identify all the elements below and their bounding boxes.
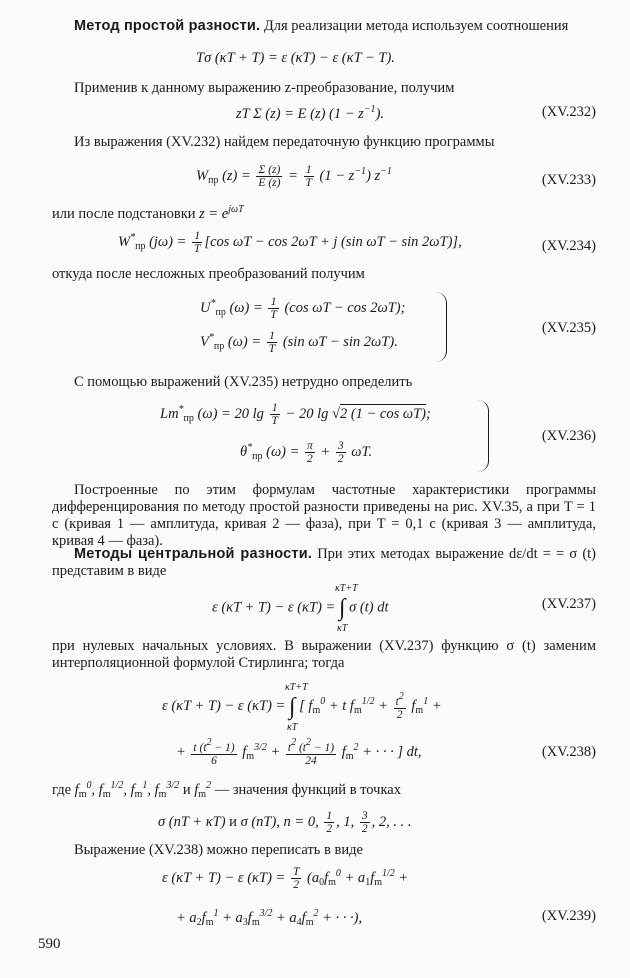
equation-line-Lm: $Lm^*_{пр}$ (ω) = 20 lg $\frac{1}{T}$ − 20 lg √2 (1 − cos ωT); bbox=[160, 402, 431, 428]
equation-number: (XV.235) bbox=[541, 320, 596, 336]
equation-XV-239 bbox=[0, 864, 630, 930]
paragraph-frequency-characteristics: Построенные по этим формулам частотные характеристики программы дифференцирования по методу простой разности приведены на рис. XV.35, а при T = 1 с (кривая 1 — амплитуда, кривая 2 — фаза), при T = 0,1 с (кривая 3 — амплитуда, кривая 4 — фаза). bbox=[52, 482, 596, 550]
paragraph-substitution bbox=[52, 204, 596, 223]
page-number: 590 bbox=[38, 936, 61, 952]
equation-line-V: $V^*_{пр}$ (ω) = $\frac{1}{T}$ (sin ωT − sin 2ωT). bbox=[200, 330, 398, 356]
paragraph-rewrite: Выражение (XV.238) можно переписать в виде bbox=[74, 842, 363, 858]
equation-number: (XV.234) bbox=[541, 238, 596, 254]
paragraph-transformations: откуда после несложных преобразований получим bbox=[52, 266, 365, 282]
equation-XV-236 bbox=[0, 398, 630, 474]
paragraph-determine: С помощью выражений (XV.235) нетрудно определить bbox=[74, 374, 413, 390]
equation-XV-233 bbox=[0, 160, 630, 198]
right-brace bbox=[478, 400, 489, 472]
paragraph-transfer-function: Из выражения (XV.232) найдем передаточную функцию программы bbox=[74, 134, 495, 150]
equation-line-2: + $a_2f_m^1 + a_3f_m^{3/2} + a_4f_m^2$ + · · ·), bbox=[176, 908, 363, 928]
equation-body: ε (κT + T) − ε (κT) = ∫ κT+T κT σ (t) dt bbox=[212, 583, 389, 634]
equation-XV-234 bbox=[0, 228, 630, 262]
right-brace bbox=[436, 292, 447, 362]
equation-line-U: $U^*_{пр}$ (ω) = $\frac{1}{T}$ (cos ωT − cos 2ωT); bbox=[200, 296, 406, 322]
equation-line-1: ε (κT + T) − ε (κT) = $\frac{T}{2}$ ($a_0f_m^0 + a_1f_m^{1/2}$ + bbox=[162, 866, 409, 892]
equation-XV-235 bbox=[0, 292, 630, 364]
inline-formula: $z = e^{j\omega T}$ bbox=[199, 204, 244, 222]
heading-central-difference: Методы центральной разности. bbox=[74, 546, 313, 562]
equation-text: Tσ (κT + T) = ε (κT) − ε (κT − T). bbox=[196, 50, 395, 66]
where-word: где bbox=[52, 782, 75, 798]
paragraph-central-difference bbox=[52, 546, 596, 580]
heading-simple-difference: Метод простой разности. bbox=[74, 18, 261, 34]
equation-line-theta: $\theta^*_{пр}$ (ω) = $\frac{\pi}{2}$ + $\frac{3}{2}$ ωT. bbox=[240, 440, 373, 466]
equation-number: (XV.237) bbox=[541, 596, 596, 612]
equation-number: (XV.239) bbox=[541, 908, 596, 924]
paragraph-text: — значения функций в точках bbox=[214, 782, 401, 798]
paragraph-simple-difference bbox=[52, 18, 596, 35]
equation-body: $W^*_{пр}$ (jω) = $\frac{1}{T}$ [cos ωT − cos 2ωT + j (sin ωT − sin 2ωT)], bbox=[118, 230, 462, 256]
inline-formula: $f_m^0$, $f_m^{1/2}$, $f_m^1$, $f_m^{3/2}$ и $f_m^2$ bbox=[74, 780, 212, 800]
equation-body: $W_{пр}$ (z) = $\frac{\Sigma (z)}{E (z)}$ = $\frac{1}{T}$ $(1 - z^{-1})$ $z^{-1}$ bbox=[196, 164, 392, 190]
paragraph-text: Для реализации метода используем соотношения bbox=[263, 18, 569, 34]
paragraph-function-values bbox=[52, 780, 596, 801]
paragraph-stirling: при нулевых начальных условиях. В выражении (XV.237) функцию σ (t) заменим интерполяционной формулой Стирлинга; тогда bbox=[52, 638, 596, 672]
equation-number: (XV.232) bbox=[541, 104, 596, 120]
equation-XV-238 bbox=[0, 674, 630, 782]
equation-XV-232 bbox=[0, 104, 630, 130]
paragraph-text: или после подстановки bbox=[52, 206, 196, 222]
equation-number: (XV.236) bbox=[541, 428, 596, 444]
equation-XV-237 bbox=[0, 578, 630, 634]
paragraph-text: При этих методах выражение dε/dt = = σ (t) представим в виде bbox=[52, 546, 597, 580]
equation-number: (XV.238) bbox=[541, 744, 596, 760]
equation-line-1: ε (κT + T) − ε (κT) = ∫ κT+T κT [ $f_m^0 + t$ $f_m^{1/2}$ + $\frac{t2}{2}$ $f_m^1$ + bbox=[162, 681, 442, 733]
equation-body: zT Σ (z) = E (z) $(1 - z^{-1})$. bbox=[236, 104, 385, 122]
equation-line-2: + $\frac{t (t2 - 1)}{6}$ $f_m^{3/2}$ + $\frac{t2 (t2 - 1)}{24}$ $f_m^2$ + · · · ] dt, bbox=[176, 737, 422, 768]
equation-relation bbox=[0, 50, 630, 76]
paragraph-z-transform: Применив к данному выражению z-преобразование, получим bbox=[74, 80, 455, 96]
equation-number: (XV.233) bbox=[541, 172, 596, 188]
equation-points bbox=[0, 806, 630, 840]
equation-body: σ (nT + κT) и σ (nT), n = 0, $\frac{1}{2}$ , 1, $\frac{3}{2}$ , 2, . . . bbox=[158, 810, 412, 836]
